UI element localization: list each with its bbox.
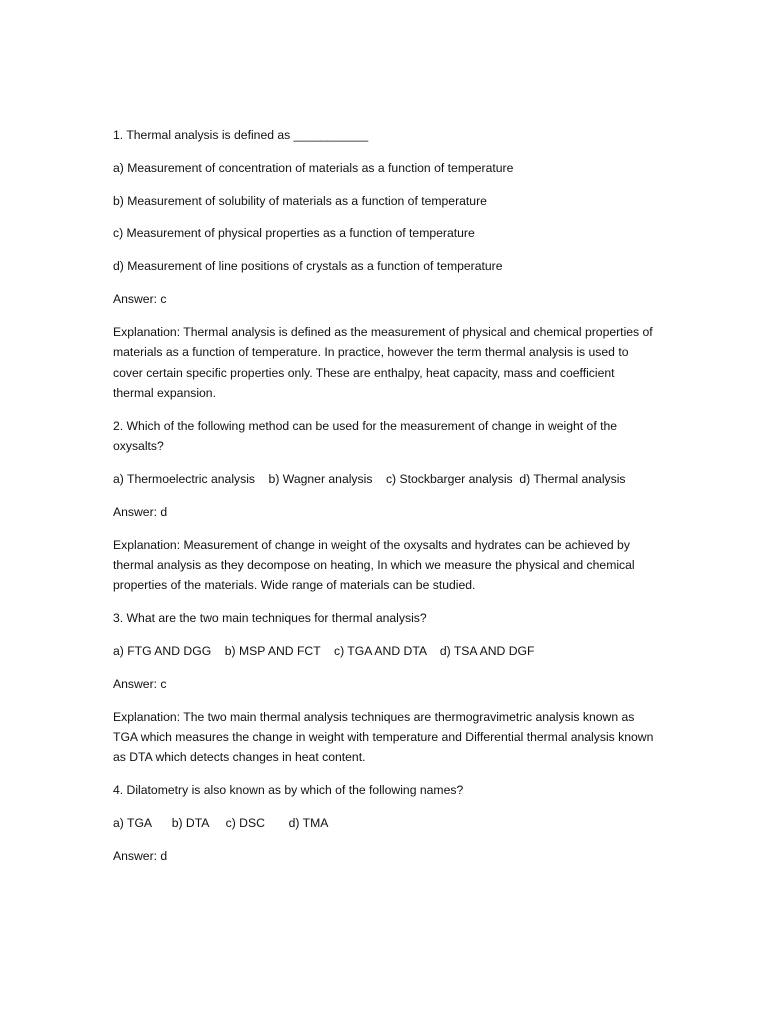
q4-answer: Answer: d	[113, 848, 168, 863]
q1-option-c: c) Measurement of physical properties as a function of temperature	[113, 226, 475, 241]
q4-options-text: a) TGA b) DTA c) DSC d) TMA	[113, 816, 329, 830]
q1-option-b: b) Measurement of solubility of materials as a function of temperature	[113, 193, 487, 208]
question-1: 1. Thermal analysis is defined as ___________	[113, 128, 369, 142]
q2-options	[113, 469, 658, 489]
q1-option-a: a) Measurement of concentration of materials as a function of temperature	[113, 160, 514, 175]
question-3: 3. What are the two main techniques for thermal analysis?	[113, 611, 427, 626]
question-4: 4. Dilatometry is also known as by which of the following names?	[113, 783, 464, 798]
q3-explanation: Explanation: The two main thermal analysis techniques are thermogravimetric analysis known as TGA which measures the change in weight with temperature and Differential thermal analysis known as DTA which detects changes in heat content.	[113, 709, 654, 765]
q1-option-d: d) Measurement of line positions of crystals as a function of temperature	[113, 259, 503, 274]
q4-options	[113, 813, 658, 833]
q3-answer: Answer: c	[113, 676, 167, 691]
q2-answer: Answer: d	[113, 504, 168, 519]
q2-explanation: Explanation: Measurement of change in weight of the oxysalts and hydrates can be achieved by thermal analysis as they decompose on heating, In which we measure the physical and chemical properties of the materials. Wide range of materials can be studied.	[113, 537, 635, 593]
q1-explanation: Explanation: Thermal analysis is defined as the measurement of physical and chemical properties of materials as a function of temperature. In practice, however the term thermal analysis is used to cover certain specific properties only. These are enthalpy, heat capacity, mass and coefficient thermal expansion.	[113, 324, 653, 400]
q3-options	[113, 641, 658, 661]
question-2: 2. Which of the following method can be used for the measurement of change in weight of the oxysalts?	[113, 418, 618, 454]
q1-answer: Answer: c	[113, 291, 167, 306]
q3-options-text: a) FTG AND DGG b) MSP AND FCT c) TGA AND DTA d) TSA AND DGF	[113, 644, 535, 658]
document-page	[113, 125, 658, 866]
q2-options-text: a) Thermoelectric analysis b) Wagner analysis c) Stockbarger analysis d) Thermal analysis	[113, 472, 626, 486]
